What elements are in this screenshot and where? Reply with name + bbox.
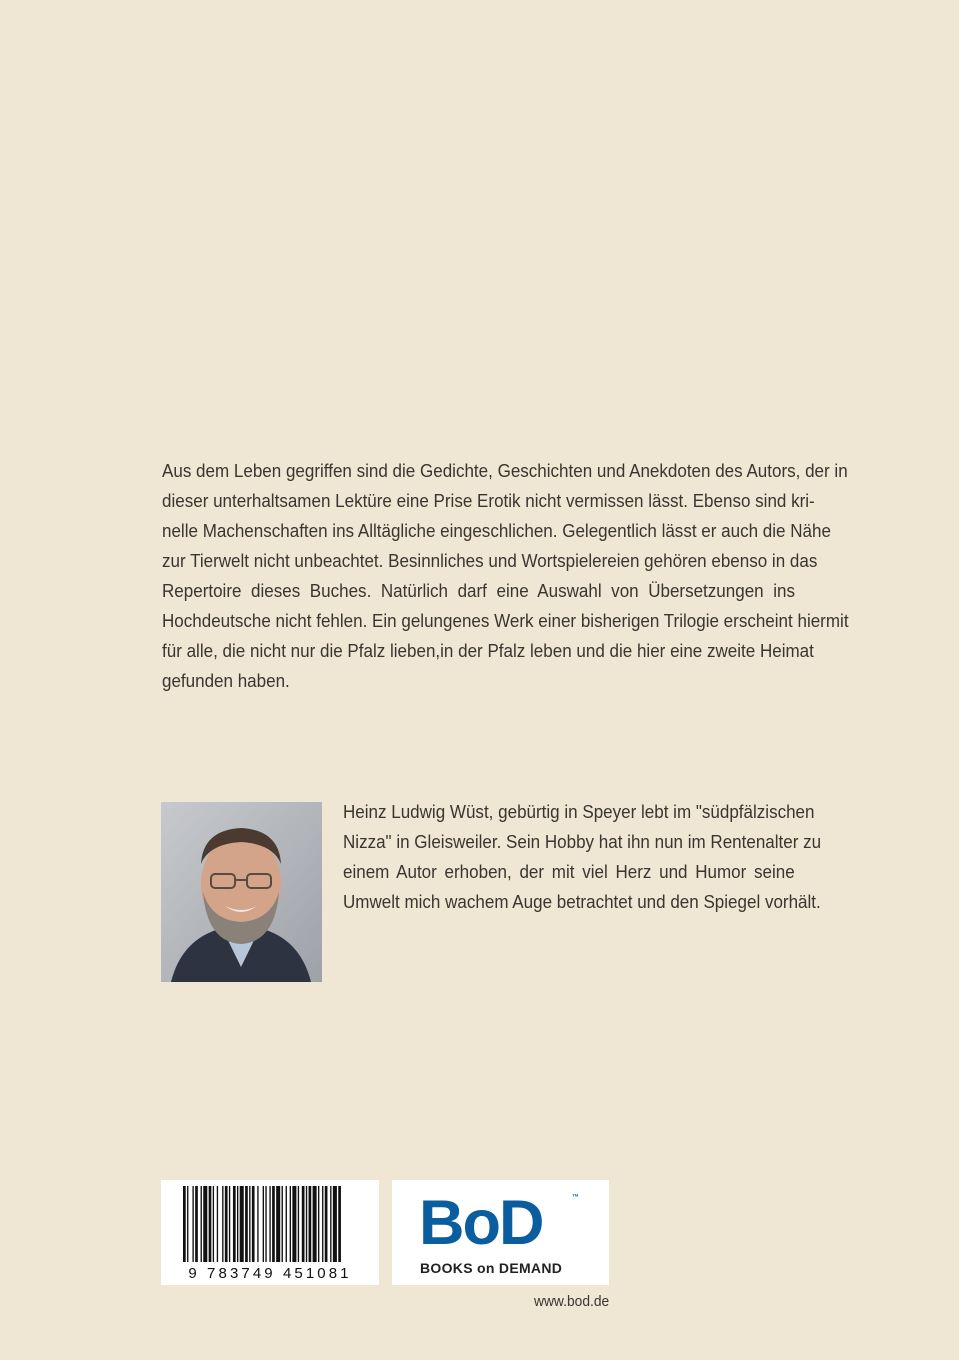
barcode-bar	[302, 1186, 305, 1262]
blurb-line: nelle Machenschaften ins Alltägliche eingeschlichen. Gelegentlich lässt er auch die Nähe	[162, 520, 831, 541]
barcode-bar	[265, 1186, 266, 1262]
barcode-bar	[225, 1186, 228, 1262]
barcode-bar	[222, 1186, 223, 1262]
barcode-bar	[213, 1186, 214, 1262]
barcode-bar	[263, 1186, 264, 1262]
barcode-bar	[276, 1186, 280, 1262]
barcode-bar	[290, 1186, 291, 1262]
barcode-bar	[237, 1186, 238, 1262]
publisher-logo	[392, 1180, 609, 1285]
barcode-bar	[195, 1186, 198, 1262]
barcode-bar	[201, 1186, 202, 1262]
bio-line: Nizza" in Gleisweiler. Sein Hobby hat ihn nun im Rentenalter zu	[343, 831, 822, 852]
barcode-bar	[217, 1186, 218, 1262]
barcode-bar	[272, 1186, 275, 1262]
blurb-line: für alle, die nicht nur die Pfalz lieben,in der Pfalz leben und die hier eine zweite Heimat	[162, 640, 814, 661]
barcode-bar	[209, 1186, 212, 1262]
barcode-bar	[187, 1186, 188, 1262]
barcode-bar	[252, 1186, 255, 1262]
barcode-bar	[233, 1186, 236, 1262]
barcode-bar	[282, 1186, 283, 1262]
blurb-line: gefunden haben.	[162, 670, 290, 691]
isbn-barcode	[161, 1180, 379, 1285]
blurb-line: zur Tierwelt nicht unbeachtet. Besinnliches und Wortspielereien gehören ebenso in das	[162, 550, 818, 571]
barcode-bar	[249, 1186, 250, 1262]
blurb-line: Aus dem Leben gegriffen sind die Gedichte, Geschichten und Anekdoten des Autors, der in	[162, 460, 848, 481]
publisher-url: www.bod.de	[534, 1293, 610, 1310]
barcode-bar	[286, 1186, 287, 1262]
author-photo	[161, 802, 322, 982]
barcode-bar	[229, 1186, 230, 1262]
barcode-bar	[240, 1186, 244, 1262]
barcode-bar	[330, 1186, 331, 1262]
publisher-tagline: BOOKS on DEMAND	[420, 1260, 563, 1276]
bio-line: Heinz Ludwig Wüst, gebürtig in Speyer lebt im "südpfälzischen	[343, 801, 815, 822]
blurb-line: Hochdeutsche nicht fehlen. Ein gelungenes Werk einer bisherigen Trilogie erscheint hiermit	[162, 610, 849, 631]
barcode-bar	[309, 1186, 312, 1262]
bio-line: einem Autor erhoben, der mit viel Herz und Humor seine	[343, 861, 795, 882]
barcode-bar	[306, 1186, 307, 1262]
barcode-bar	[183, 1186, 186, 1262]
author-bio	[343, 797, 822, 917]
barcode-bar	[333, 1186, 337, 1262]
barcode-bar	[269, 1186, 270, 1262]
barcode-bar	[245, 1186, 248, 1262]
trademark-mark: ™	[572, 1194, 579, 1201]
barcode-bar	[257, 1186, 258, 1262]
barcode-bar	[318, 1186, 319, 1262]
bod-logo-text: BoD	[419, 1188, 543, 1258]
barcode-bar	[325, 1186, 328, 1262]
barcode-bar	[292, 1186, 296, 1262]
bio-line: Umwelt mich wachem Auge betrachtet und den Spiegel vorhält.	[343, 891, 821, 912]
blurb-line: Repertoire dieses Buches. Natürlich darf eine Auswahl von Übersetzungen ins	[162, 580, 795, 601]
barcode-bar	[322, 1186, 323, 1262]
isbn-number: 9 783749 451081	[188, 1265, 352, 1282]
barcode-bar	[298, 1186, 299, 1262]
barcode-bar	[338, 1186, 341, 1262]
barcode-bar	[192, 1186, 193, 1262]
blurb-line: dieser unterhaltsamen Lektüre eine Prise Erotik nicht vermissen lässt. Ebenso sind kri-	[162, 490, 815, 511]
barcode-bar	[203, 1186, 207, 1262]
back-cover-blurb	[162, 456, 849, 696]
barcode-bar	[313, 1186, 317, 1262]
